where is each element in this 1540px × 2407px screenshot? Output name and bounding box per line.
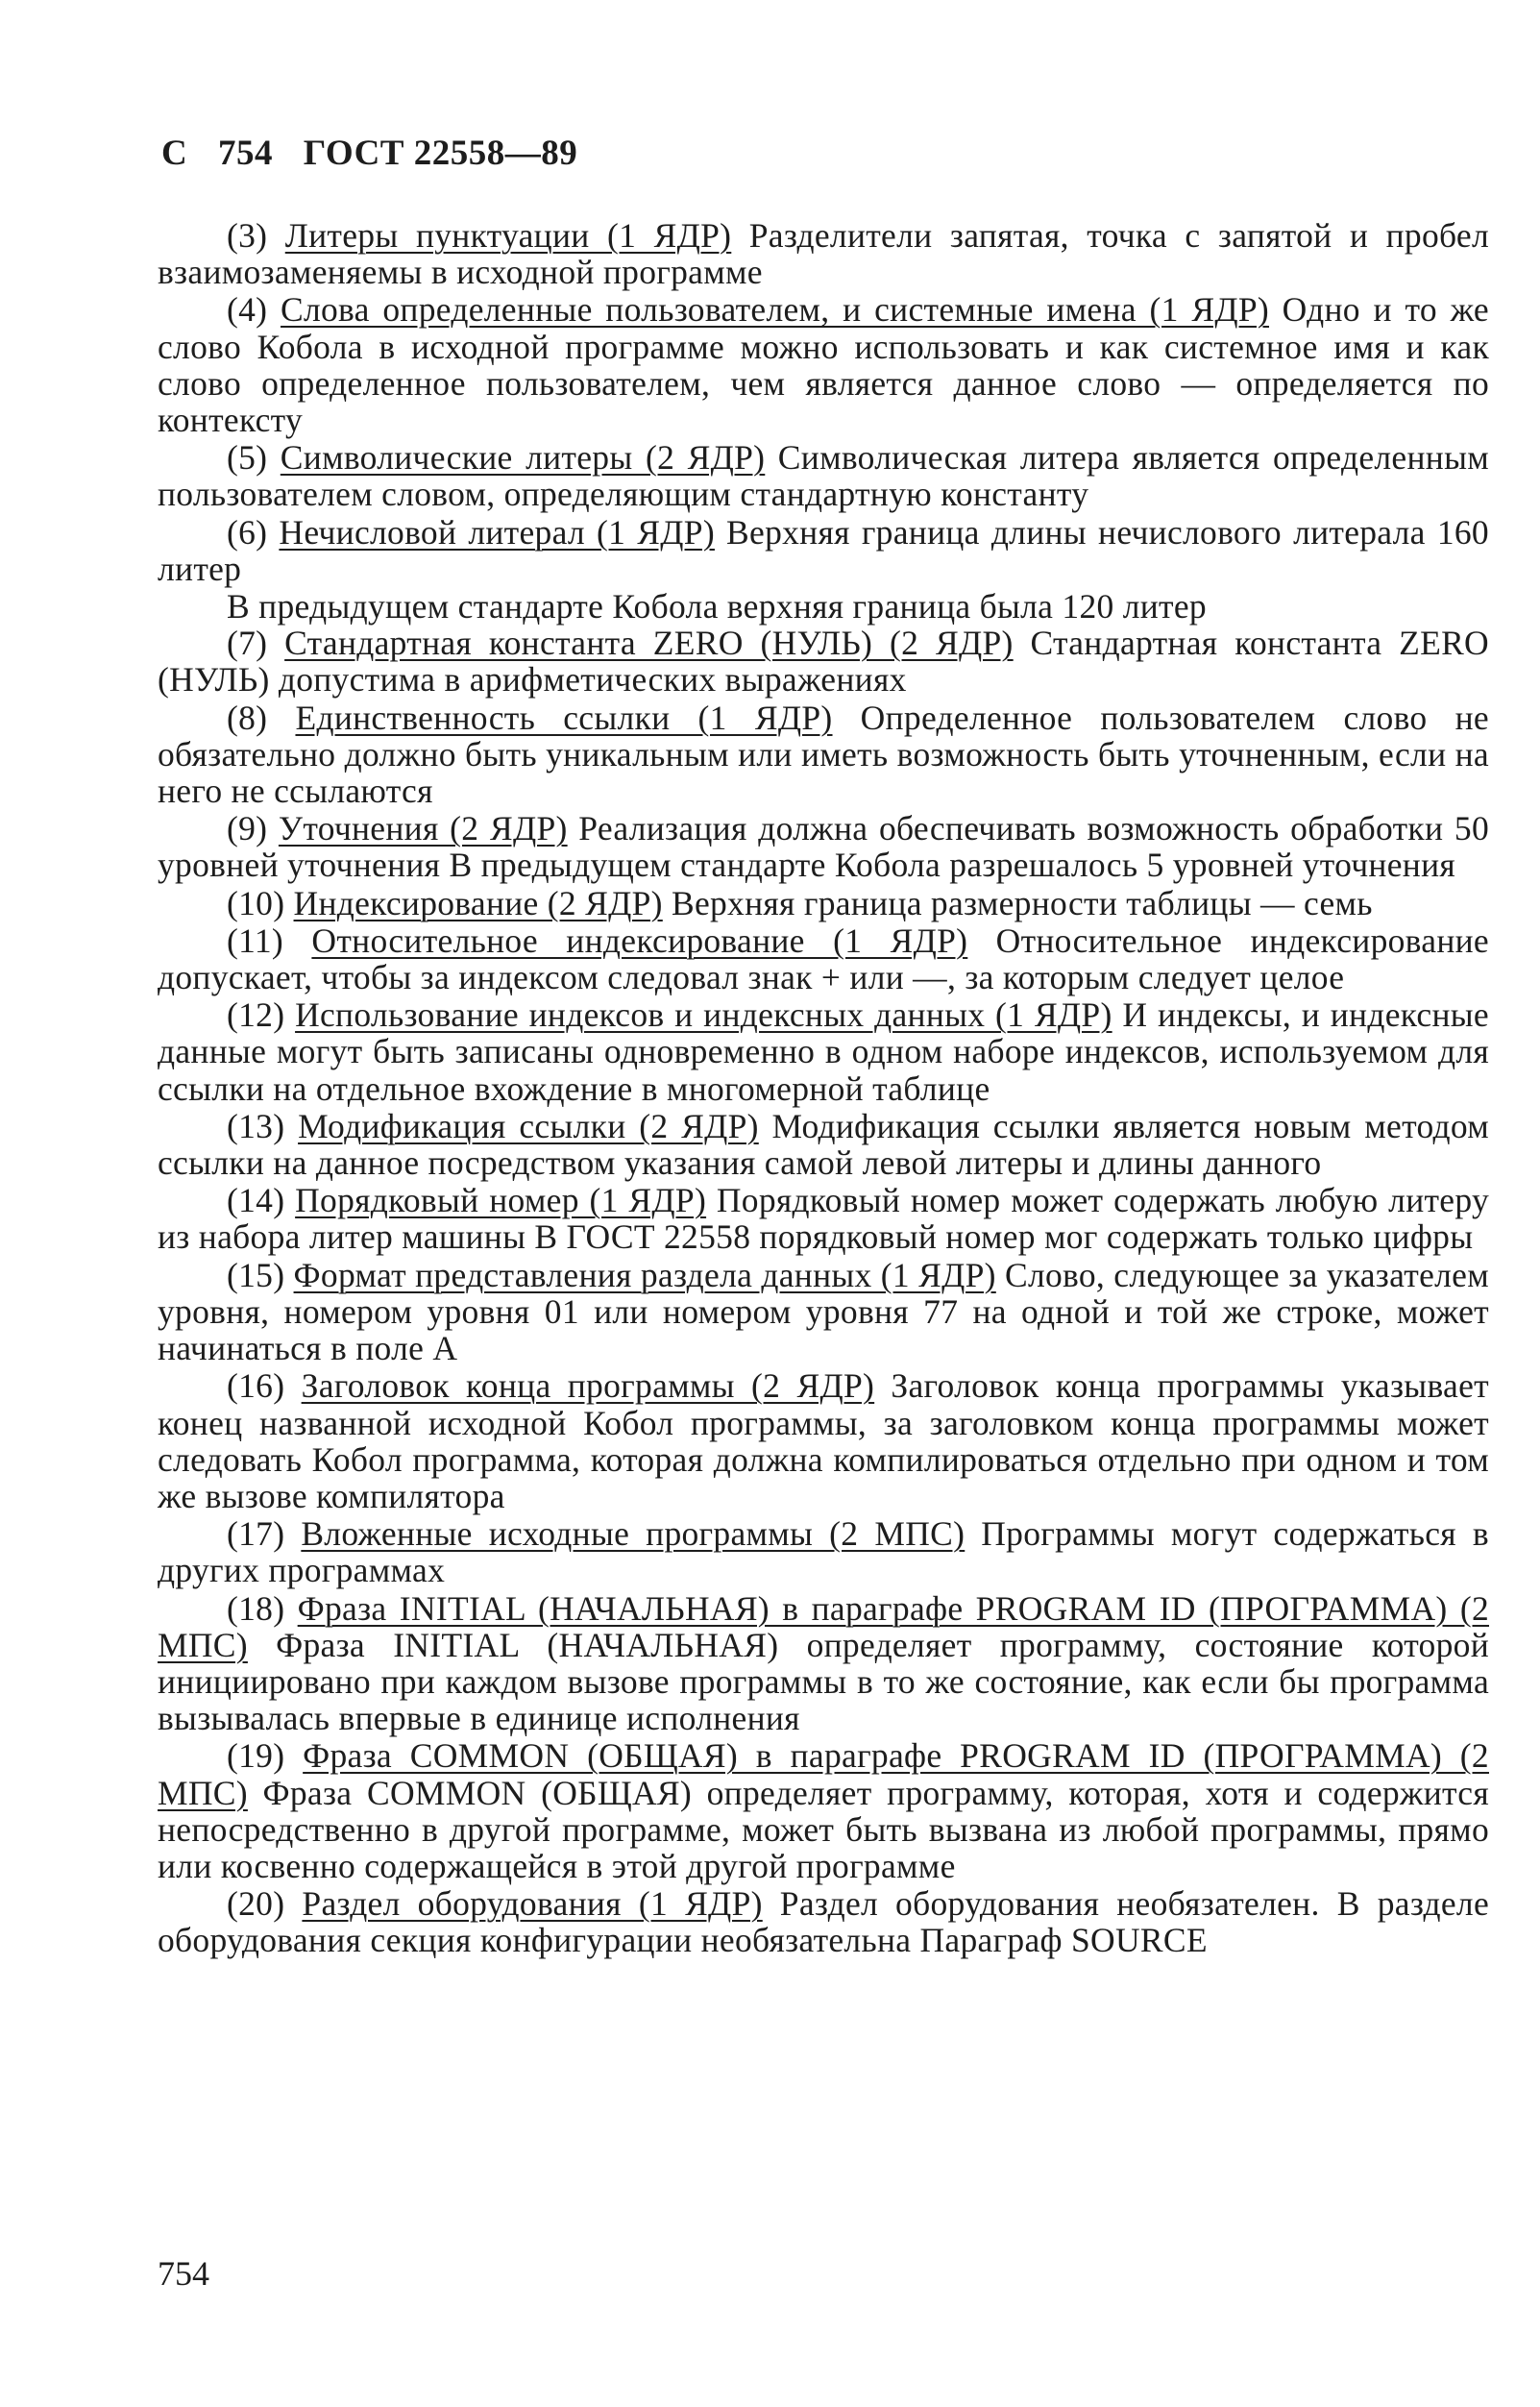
paragraph-6: [158, 514, 1489, 587]
item-number: (10): [227, 883, 285, 922]
item-number: (7): [227, 624, 268, 663]
item-text: Заголовок конца программы указывает конец названной исходной Кобол программы, за заголовком конца программы может следовать Кобол программа, которая должна компилироваться отдельно при одном и том же вызове компилятора: [158, 1366, 1489, 1515]
paragraph-4: [158, 291, 1489, 438]
item-title: Индексирование (2 ЯДР): [293, 883, 663, 922]
paragraph-14: [158, 1182, 1489, 1255]
paragraph-10: [158, 885, 1489, 921]
paragraph-13: [158, 1108, 1489, 1181]
item-text: Определенное пользователем слово не обязательно должно быть уникальным или иметь возможность быть уточненным, если на него не ссылаются: [158, 698, 1489, 811]
item-number: (6): [227, 512, 268, 552]
item-text: Реализация должна обеспечивать возможность обработки 50 уровней уточнения В предыдущем стандарте Кобола разрешалось 5 уровней уточнения: [158, 809, 1489, 885]
header-series: С: [161, 134, 188, 173]
item-title: Стандартная константа ZERO (НУЛЬ) (2 ЯДР): [284, 624, 1014, 663]
item-title: Нечисловой литерал (1 ЯДР): [279, 512, 715, 552]
item-number: (20): [227, 1884, 285, 1924]
item-number: (5): [227, 438, 268, 478]
item-number: (8): [227, 698, 268, 737]
item-text: Символическая литера является определенным пользователем словом, определяющим стандартную константу: [158, 438, 1489, 514]
item-text: Программы могут содержаться в других программах: [158, 1514, 1489, 1590]
item-title: Вложенные исходные программы (2 МПС): [301, 1514, 966, 1554]
item-number: (17): [227, 1514, 285, 1554]
paragraph-9: [158, 810, 1489, 883]
paragraph-12: [158, 996, 1489, 1107]
item-title: Заголовок конца программы (2 ЯДР): [301, 1366, 875, 1406]
item-text: В предыдущем стандарте Кобола верхняя граница была 120 литер: [227, 587, 1207, 626]
item-title: Фраза COMMON (ОБЩАЯ) в параграфе PROGRAM ID (ПРОГРАММА) (2 МПС): [158, 1736, 1489, 1812]
item-text: Относительное индексирование допускает, чтобы за индексом следовал знак + или —, за которым следует целое: [158, 921, 1489, 997]
item-text: Разделители запятая, точка с запятой и пробел взаимозаменяемы в исходной программе: [158, 216, 1489, 292]
item-title: Единственность ссылки (1 ЯДР): [295, 698, 833, 737]
item-text: Слово, следующее за указателем уровня, номером уровня 01 или номером уровня 77 на одной и той же строке, может начинаться в поле А: [158, 1255, 1489, 1368]
item-text: Раздел оборудования необязателен. В разделе оборудования секция конфигурации необязательна Параграф SOURCE: [158, 1884, 1489, 1960]
item-number: (12): [227, 995, 285, 1035]
item-text: Фраза COMMON (ОБЩАЯ) определяет программу, которая, хотя и содержится непосредственно в другой программе, может быть вызвана из любой программы, прямо или косвенно содержащейся в этой другой программе: [158, 1773, 1489, 1885]
item-number: (4): [227, 290, 268, 330]
item-text: Стандартная константа ZERO (НУЛЬ) допустима в арифметических выражениях: [158, 624, 1489, 700]
header-page-number: 754: [217, 134, 273, 173]
item-number: (11): [227, 921, 284, 960]
paragraph-15: [158, 1257, 1489, 1367]
item-number: (16): [227, 1366, 285, 1406]
page-header: [161, 133, 599, 174]
item-text: Верхняя граница длины нечислового литерала 160 литер: [158, 512, 1489, 588]
item-title: Порядковый номер (1 ЯДР): [295, 1181, 707, 1220]
item-text: Верхняя граница размерности таблицы — семь: [662, 883, 1373, 922]
paragraph-19: [158, 1737, 1489, 1884]
paragraph-3: [158, 217, 1489, 290]
item-title: Относительное индексирование (1 ЯДР): [311, 921, 968, 960]
page-number-footer: 754: [158, 2254, 209, 2293]
paragraph-5: [158, 439, 1489, 512]
document-body: [158, 217, 1489, 1960]
paragraph-20: [158, 1885, 1489, 1958]
paragraph-16: [158, 1367, 1489, 1514]
paragraph-7: [158, 625, 1489, 698]
item-number: (18): [227, 1588, 285, 1628]
paragraph-17: [158, 1515, 1489, 1588]
item-title: Формат представления раздела данных (1 ЯДР): [293, 1255, 996, 1294]
item-text: Модификация ссылки является новым методом ссылки на данное посредством указания самой левой литеры и длины данного: [158, 1106, 1489, 1183]
item-number: (13): [227, 1106, 285, 1145]
item-text: Порядковый номер может содержать любую литеру из набора литер машины В ГОСТ 22558 порядковый номер мог содержать только цифры: [158, 1181, 1489, 1257]
item-title: Слова определенные пользователем, и системные имена (1 ЯДР): [280, 290, 1269, 330]
item-title: Использование индексов и индексных данных (1 ЯДР): [295, 995, 1112, 1035]
item-title: Модификация ссылки (2 ЯДР): [298, 1106, 759, 1145]
item-text: Фраза INITIAL (НАЧАЛЬНАЯ) определяет программу, состояние которой инициировано при каждом вызове программы в то же состояние, как если бы программа вызывалась впервые в единице исполнения: [158, 1625, 1489, 1738]
item-title: Раздел оборудования (1 ЯДР): [302, 1884, 763, 1924]
item-title: Уточнения (2 ЯДР): [278, 809, 568, 848]
item-title: Литеры пунктуации (1 ЯДР): [284, 216, 732, 255]
item-number: (15): [227, 1255, 285, 1294]
paragraph-18: [158, 1590, 1489, 1737]
item-number: (3): [227, 216, 268, 255]
item-number: (19): [227, 1736, 285, 1776]
paragraph-11: [158, 922, 1489, 995]
item-text: И индексы, и индексные данные могут быть записаны одновременно в одном наборе индексов, используемом для ссылки на отдельное вхождение в многомерной таблице: [158, 995, 1489, 1108]
item-number: (9): [227, 809, 268, 848]
paragraph-8: [158, 700, 1489, 810]
item-text: Одно и то же слово Кобола в исходной программе можно использовать и как системное имя и как слово определенное пользователем, чем является данное слово — определяется по контексту: [158, 290, 1489, 440]
header-standard: ГОСТ 22558—89: [303, 134, 578, 173]
item-number: (14): [227, 1181, 285, 1220]
paragraph-6-note: [158, 588, 1489, 625]
item-title: Фраза INITIAL (НАЧАЛЬНАЯ) в параграфе PROGRAM ID (ПРОГРАММА) (2 МПС): [158, 1588, 1489, 1664]
item-title: Символические литеры (2 ЯДР): [280, 438, 766, 478]
